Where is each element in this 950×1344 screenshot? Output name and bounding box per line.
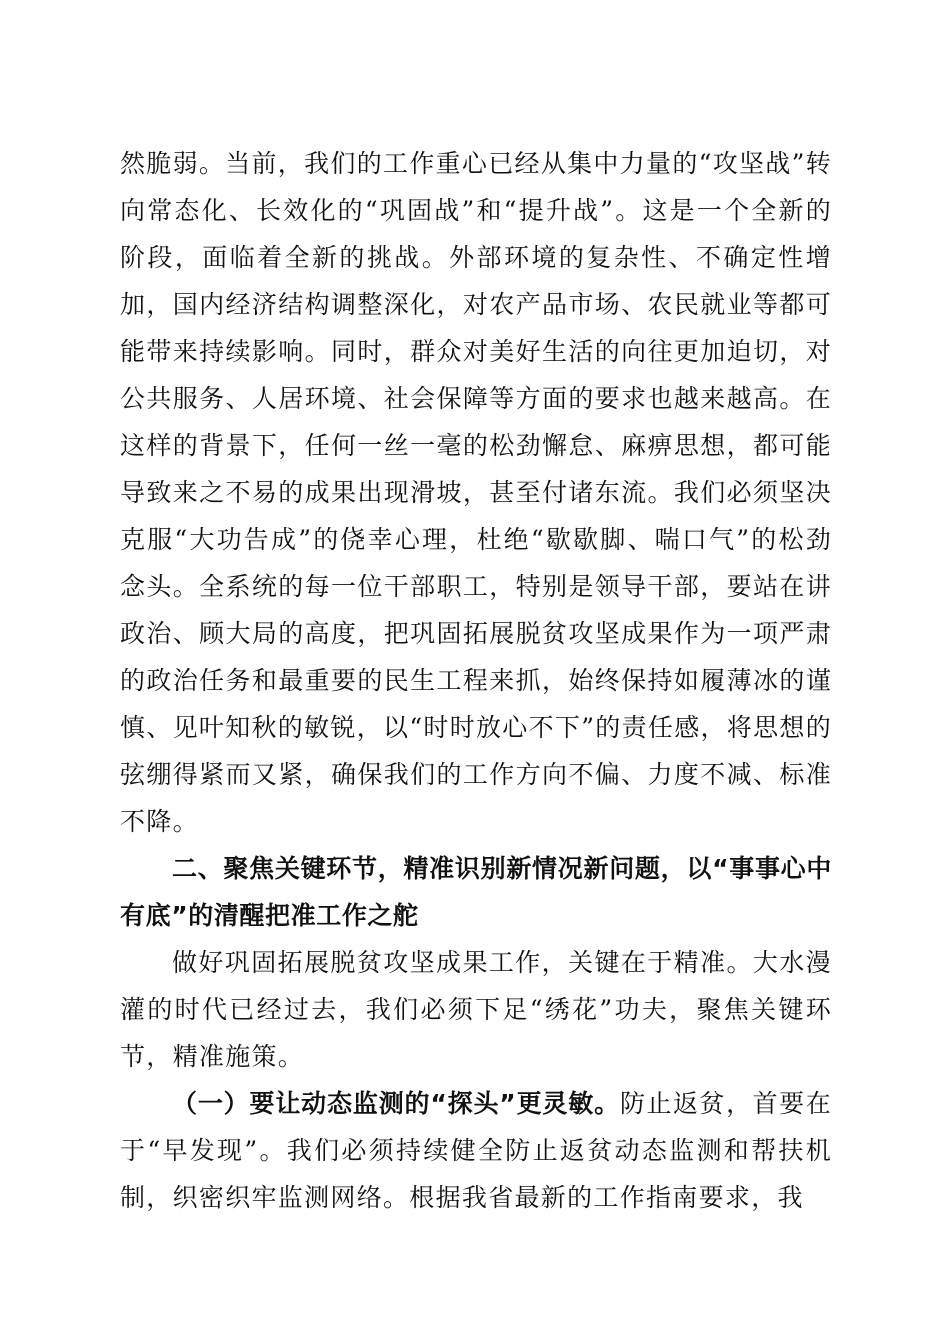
subsection-body: 防止返贫，首要在于“早发现”。我们必须持续健全防止返贫动态监测和帮扶机制，织密织牢监测网络。根据我省最新的工作指南要求，我	[120, 1089, 832, 1212]
continued-paragraph: 然脆弱。当前，我们的工作重心已经从集中力量的“攻坚战”转向常态化、长效化的“巩固战”和“提升战”。这是一个全新的阶段，面临着全新的挑战。外部环境的复杂性、不确定性增加，国内经济结构调整深化，对农产品市场、农民就业等都可能带来持续影响。同时，群众对美好生活的向往更加迫切，对公共服务、人居环境、社会保障等方面的要求也越来越高。在这样的背景下，任何一丝一毫的松劲懈怠、麻痹思想，都可能导致来之不易的成果出现滑坡，甚至付诸东流。我们必须坚决克服“大功告成”的侥幸心理，杜绝“歇歇脚、喘口气”的松劲念头。全系统的每一位干部职工，特别是领导干部，要站在讲政治、顾大局的高度，把巩固拓展脱贫攻坚成果作为一项严肃的政治任务和最重要的民生工程来抓，始终保持如履薄冰的谨慎、见叶知秋的敏锐，以“时时放心不下”的责任感，将思想的弦绷得紧而又紧，确保我们的工作方向不偏、力度不减、标准不降。	[120, 149, 832, 836]
section-heading: 二、聚焦关键环节，精准识别新情况新问题，以“事事心中有底”的清醒把准工作之舵	[120, 854, 832, 930]
subsection-title: （一）要让动态监测的“探头”更灵敏。	[172, 1089, 620, 1118]
section-intro-paragraph: 做好巩固拓展脱贫攻坚成果工作，关键在于精准。大水漫灌的时代已经过去，我们必须下足“绣花”功夫，聚焦关键环节，精准施策。	[120, 948, 832, 1071]
document-body	[120, 140, 832, 1221]
subsection-paragraph	[120, 1080, 832, 1221]
